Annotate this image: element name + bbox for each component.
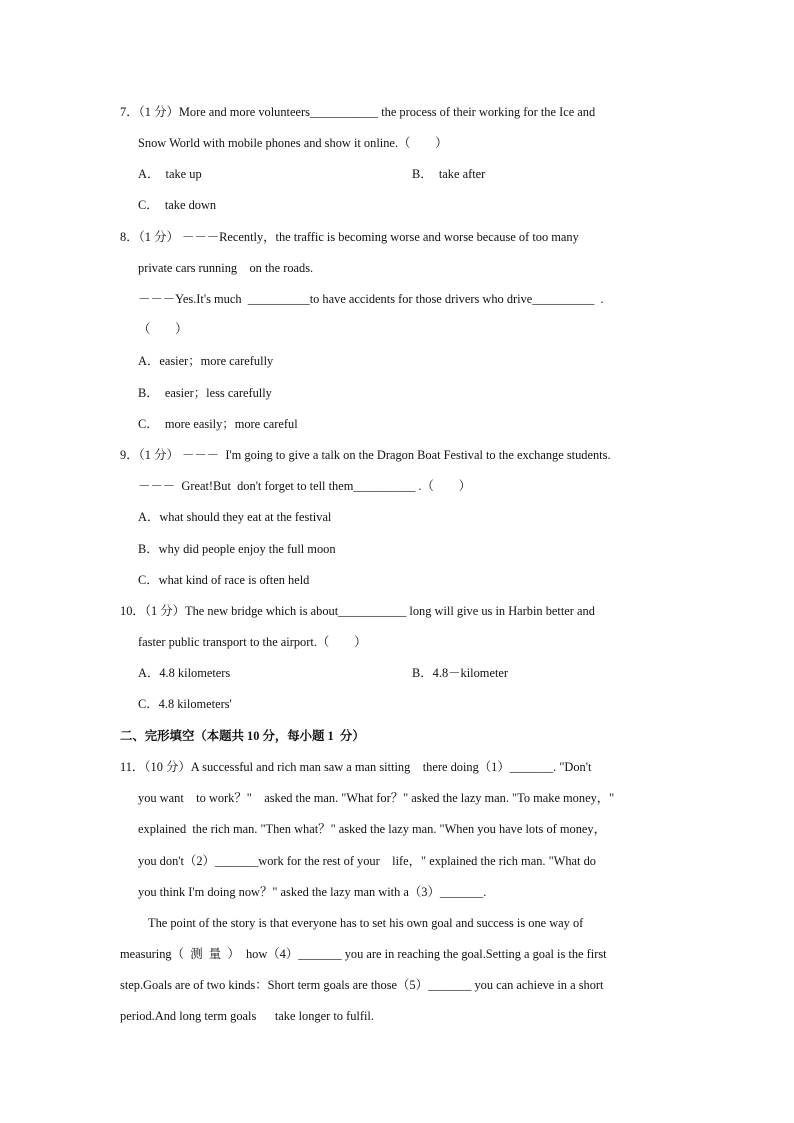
q11-line-3: explained the rich man. "Then what？" asked the lazy man. "When you have lots of money， <box>138 822 606 836</box>
q7-option-c[interactable]: C． take down <box>138 198 217 212</box>
q7-stem-text: 7．（1 分）More and more volunteers___________ the process of their working for the Ice and <box>120 105 596 119</box>
section-heading: 二、完形填空（本题共 10 分，每小题 1 分） <box>120 729 365 743</box>
q11-line-2: you want to work？" asked the man. "What for？" asked the lazy man. "To make money，" <box>138 791 615 805</box>
q11-line-9: period.And long term goals take longer to fulfil. <box>120 1009 374 1023</box>
q10-option-a[interactable]: A．4.8 kilometers <box>138 666 231 680</box>
q8-line-2: private cars running on the roads. <box>138 261 314 275</box>
q9-option-c[interactable]: C．what kind of race is often held <box>138 573 310 587</box>
q8-option-b[interactable]: B． easier；less carefully <box>138 386 272 400</box>
q10-line-1: 10．（1 分）The new bridge which is about___________ long will give us in Harbin better and <box>120 604 595 618</box>
q9-option-b[interactable]: B．why did people enjoy the full moon <box>138 542 336 556</box>
q7-line-2: Snow World with mobile phones and show it online.（ ） <box>138 136 448 150</box>
q10-line-2: faster public transport to the airport.（ ） <box>138 635 367 649</box>
q11-line-1: 11．（10 分）A successful and rich man saw a man sitting there doing（1）_______. "Don't <box>120 760 592 774</box>
q8-option-c[interactable]: C． more easily；more careful <box>138 417 298 431</box>
q11-line-4: you don't（2）_______work for the rest of your life，" explained the rich man. "What do <box>138 854 596 868</box>
q8-line-1: 8．（1 分） －－－Recently，the traffic is becoming worse and worse because of too many <box>120 230 579 244</box>
q7-option-b[interactable]: B． take after <box>412 167 486 181</box>
q8-line-3: －－－Yes.It's much __________to have accidents for those drivers who drive__________ . <box>138 292 604 306</box>
q9-line-2: －－－ Great!But don't forget to tell them__________ .（ ） <box>138 479 472 493</box>
q7-option-a[interactable]: A． take up <box>138 167 202 181</box>
q11-line-8: step.Goals are of two kinds：Short term goals are those（5）_______ you can achieve in a short <box>120 978 604 992</box>
q11-line-6: The point of the story is that everyone has to set his own goal and success is one way of <box>148 916 584 930</box>
q10-option-b[interactable]: B．4.8－kilometer <box>412 666 509 680</box>
q8-option-a[interactable]: A．easier；more carefully <box>138 354 274 368</box>
q11-line-5: you think I'm doing now？" asked the lazy man with a（3）_______. <box>138 885 487 899</box>
q7-line-1 <box>120 104 674 120</box>
q10-option-c[interactable]: C．4.8 kilometers' <box>138 697 232 711</box>
q9-line-1: 9．（1 分） －－－ I'm going to give a talk on the Dragon Boat Festival to the exchange students. <box>120 448 611 462</box>
q11-line-7: measuring（ 测 量 ） how（4）_______ you are in reaching the goal.Setting a goal is the first <box>120 947 607 961</box>
q8-line-4: （ ） <box>138 322 188 336</box>
q9-option-a[interactable]: A．what should they eat at the festival <box>138 510 332 524</box>
